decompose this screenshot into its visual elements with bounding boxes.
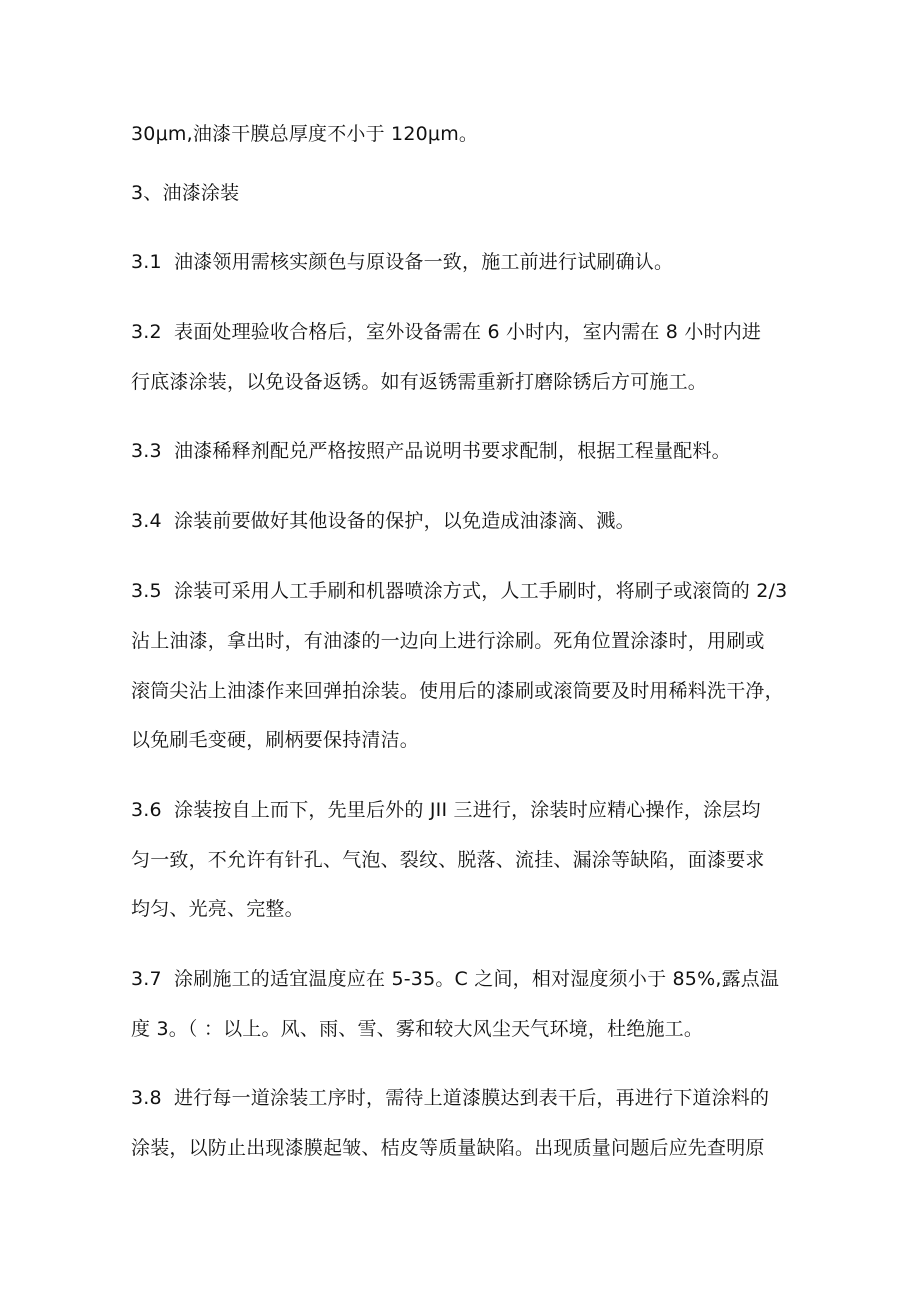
section-title: 3、油漆涂装 [131,182,240,204]
item-3-6-line-3: 均匀、光亮、完整。 [131,898,304,920]
item-text: 表面处理验收合格后，室外设备需在 6 小时内，室内需在 8 小时内进 [174,321,762,343]
item-number: 3.4 [131,510,162,532]
item-text: 涂装前要做好其他设备的保护，以免造成油漆滴、溅。 [174,510,635,532]
item-3-7 [131,967,803,991]
item-3-2-line-2: 行底漆涂装，以免设备返锈。如有返锈需重新打磨除锈后方可施工。 [131,371,708,393]
item-number: 3.5 [131,580,162,602]
item-3-6 [131,798,803,822]
item-text: 涂装按自上而下，先里后外的 JII 三进行，涂装时应精心操作，涂层均 [174,799,761,821]
item-3-4 [131,509,803,533]
item-3-7-line-2: 度 3。（ ：以上。风、雨、雪、雾和较大风尘天气环境，杜绝施工。 [131,1018,704,1040]
item-3-5-line-4: 以免刷毛变硬，刷柄要保持清洁。 [131,729,420,751]
item-3-8 [131,1086,803,1110]
item-text: 进行每一道涂装工序时，需待上道漆膜达到表干后，再进行下道涂料的 [174,1087,770,1109]
item-number: 3.2 [131,321,162,343]
item-number: 3.7 [131,968,162,990]
item-3-5-line-3: 滚筒尖沾上油漆作来回弹拍涂装。使用后的漆刷或滚筒要及时用稀料洗干净， [131,680,784,702]
item-text: 涂装可采用人工手刷和机器喷涂方式，人工手刷时，将刷子或滚筒的 2/3 [174,580,788,602]
item-3-6-line-2: 匀一致，不允许有针孔、气泡、裂纹、脱落、流挂、漏涂等缺陷，面漆要求 [131,849,765,871]
item-text: 油漆稀释剂配兑严格按照产品说明书要求配制，根据工程量配料。 [174,440,731,462]
item-number: 3.3 [131,440,162,462]
item-text: 涂刷施工的适宜温度应在 5-35。C 之间，相对湿度须小于 85%,露点温 [174,968,780,990]
item-3-1 [131,250,803,274]
item-3-5-line-2: 沾上油漆，拿出时，有油漆的一边向上进行涂刷。死角位置涂漆时，用刷或 [131,630,765,652]
item-number: 3.6 [131,799,162,821]
item-3-2 [131,320,803,344]
item-3-8-line-2: 涂装，以防止出现漆膜起皱、桔皮等质量缺陷。出现质量问题后应先查明原 [131,1137,765,1159]
item-3-5 [131,579,803,603]
item-number: 3.8 [131,1087,162,1109]
item-number: 3.1 [131,251,162,273]
intro-line: 30μm,油漆干膜总厚度不小于 120μm。 [131,123,479,145]
item-text: 油漆领用需核实颜色与原设备一致，施工前进行试刷确认。 [174,251,674,273]
item-3-3 [131,439,803,463]
